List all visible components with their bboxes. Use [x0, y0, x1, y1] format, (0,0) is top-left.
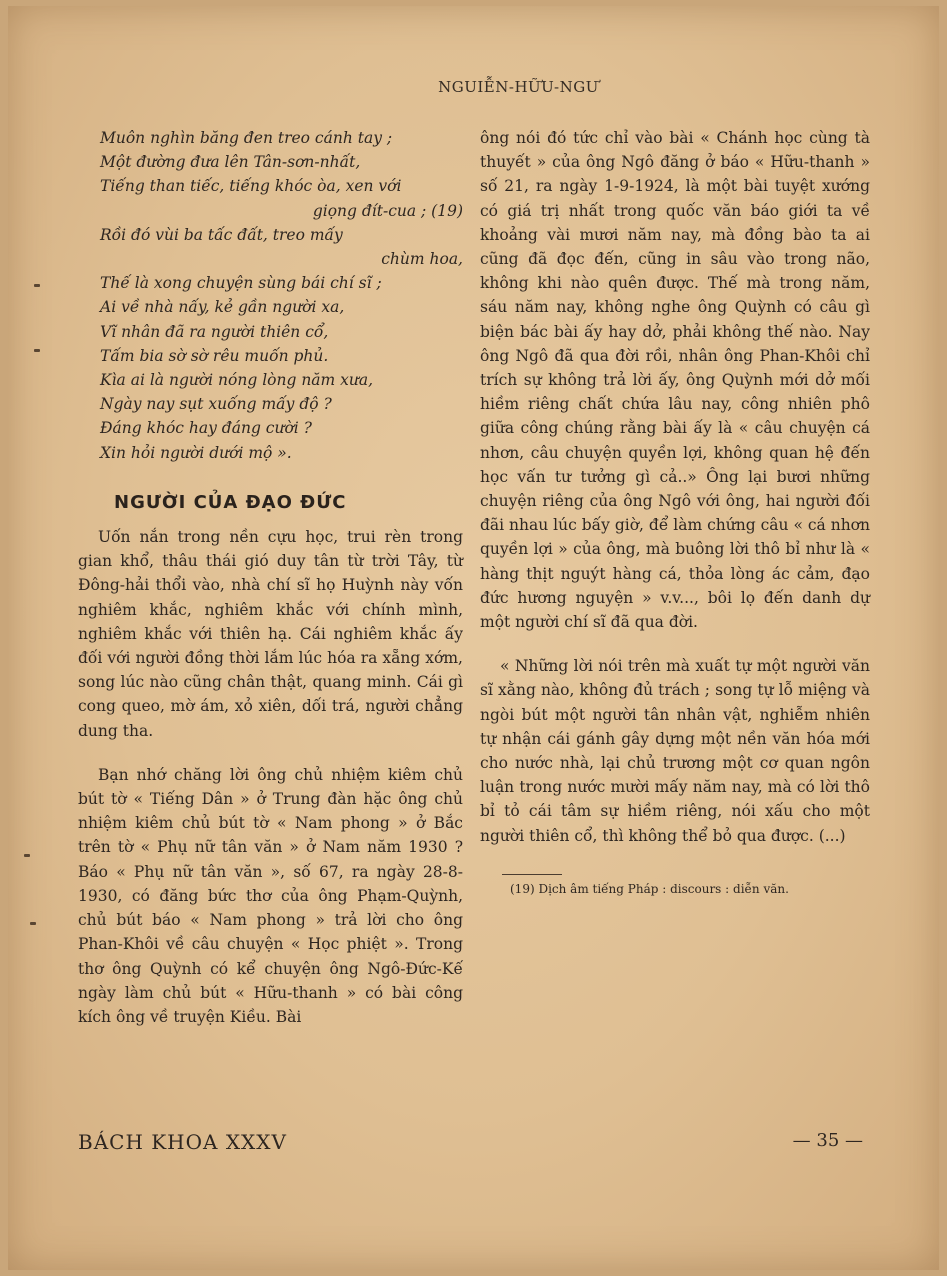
- margin-mark: [24, 854, 30, 857]
- poem-line: Kìa ai là người nóng lòng năm xưa,: [100, 371, 374, 390]
- poem-line: Một đường đưa lên Tân-sơn-nhất,: [100, 153, 361, 172]
- magazine-page: [8, 6, 939, 1270]
- poem-line: Xin hỏi người dưới mộ ».: [100, 443, 292, 462]
- footnote: (19) Dịch âm tiếng Pháp : discours : diễn văn.: [510, 881, 789, 896]
- right-column: [480, 126, 870, 897]
- poem-line: Đáng khóc hay đáng cười ?: [100, 419, 312, 438]
- quote-paragraph: « Những lời nói trên mà xuất tự một người văn sĩ xằng nào, không đủ trách ; song tự lỗ miệng và ngòi bút một người tân nhân vật, nghiễm nhiên tự nhận cái gánh gây dựng một nền văn hóa mới cho nước nhà, lại chủ trương một cơ quan ngôn luận trong nước mười mấy năm nay, mà có lời thô bỉ tỏ cái tâm sự hiềm riêng, nói xấu cho một người thiên cổ, thì không thể bỏ qua được. (...): [480, 657, 870, 845]
- poem-line: giọng đít-cua ; (19): [312, 201, 463, 220]
- poem-line: Muôn nghìn băng đen treo cánh tay ;: [100, 129, 393, 147]
- poem-line: Thế là xong chuyện sùng bái chí sĩ ;: [100, 274, 382, 293]
- left-column: [78, 126, 463, 1029]
- poem-line: Tiếng than tiếc, tiếng khóc òa, xen với: [100, 177, 402, 196]
- margin-mark: [30, 922, 36, 925]
- section-title: NGƯỜI CỦA ĐẠO ĐỨC: [114, 491, 347, 513]
- poem-line: Ai về nhà nấy, kẻ gần người xa,: [100, 298, 345, 317]
- footnote-rule: [502, 874, 562, 875]
- poem: [100, 126, 463, 465]
- poem-line: Vĩ nhân đã ra người thiên cổ,: [100, 322, 329, 341]
- poem-line: Ngày nay sụt xuống mấy độ ?: [100, 395, 332, 414]
- body-paragraph: ông nói đó tức chỉ vào bài « Chánh học cùng tà thuyết » của ông Ngô đăng ở báo « Hữu-thanh » số 21, ra ngày 1-9-1924, là một bài tuyệt xướng có giá trị nhất trong quốc văn báo giới ta về khoảng vài mươi năm nay, mà đồng bào ta ai cũng đã đọc đến, cũng in sâu vào trong não, không khi nào quên được. Thế mà trong năm, sáu năm nay, không nghe ông Quỳnh có câu gì biện bác bài ấy hay dở, phải không thế nào. Nay ông Ngô đã qua đời rồi, nhân ông Phan-Khôi chỉ trích sự không trả lời ấy, ông Quỳnh mới dở mối hiềm riêng chất chứa lâu nay, công nhiên phô giữa công chúng rằng bài ấy là « câu chuyện cá nhơn, câu chuyện quyền lợi, không quan hệ đến học vấn tư tưởng gì cả..» Ông lại bươi những chuyện riêng của ông Ngô với ông, hai người đối đãi nhau lúc bấy giờ, để làm chứng câu « cá nhơn quyền lợi » của ông, mà buông lời thô bỉ như là « hàng thịt nguýt hàng cá, thỏa lòng ác cảm, đạo đức hương nguyện » v.v..., bôi lọ đến danh dự một người chí sĩ đã qua đời.: [480, 129, 870, 632]
- page-number: — 35 —: [792, 1130, 863, 1151]
- poem-line: chùm hoa,: [381, 250, 463, 269]
- running-header: NGUIỄN-HỮU-NGƯ: [438, 78, 599, 96]
- body-paragraph: Bạn nhớ chăng lời ông chủ nhiệm kiêm chủ bút tờ « Tiếng Dân » ở Trung đàn hặc ông chủ nhiệm kiêm chủ bút tờ « Nam phong » ở Bắc trên tờ « Phụ nữ tân văn » ở Nam năm 1930 ? Báo « Phụ nữ tân văn », số 67, ra ngày 28-8-1930, có đăng bức thơ của ông Phạm-Quỳnh, chủ bút báo « Nam phong » trả lời cho ông Phan-Khôi về câu chuyện « Học phiệt ». Trong thơ ông Quỳnh có kể chuyện ông Ngô-Đức-Kế ngày làm chủ bút « Hữu-thanh » có bài công kích ông về truyện Kiều. Bài: [78, 765, 463, 1026]
- margin-mark: [34, 284, 40, 287]
- body-paragraph: Uốn nắn trong nền cựu học, trui rèn trong gian khổ, thâu thái gió duy tân từ trời Tây, từ Đông-hải thổi vào, nhà chí sĩ họ Huỳnh này vốn nghiêm khắc, nghiêm khắc với chính mình, nghiêm khắc với thiên hạ. Cái nghiêm khắc ấy đối với người đồng thời lắm lúc hóa ra xẵng xớm, song lúc nào cũng chân thật, quang minh. Cái gì cong queo, mờ ám, xỏ xiên, dối trá, người chẳng dung tha.: [78, 528, 463, 740]
- poem-line: Tấm bia sờ sờ rêu muốn phủ.: [100, 346, 329, 365]
- margin-mark: [34, 349, 40, 352]
- magazine-title-footer: BÁCH KHOA XXXV: [78, 1130, 287, 1154]
- poem-line: Rồi đó vùi ba tấc đất, treo mấy: [100, 225, 343, 244]
